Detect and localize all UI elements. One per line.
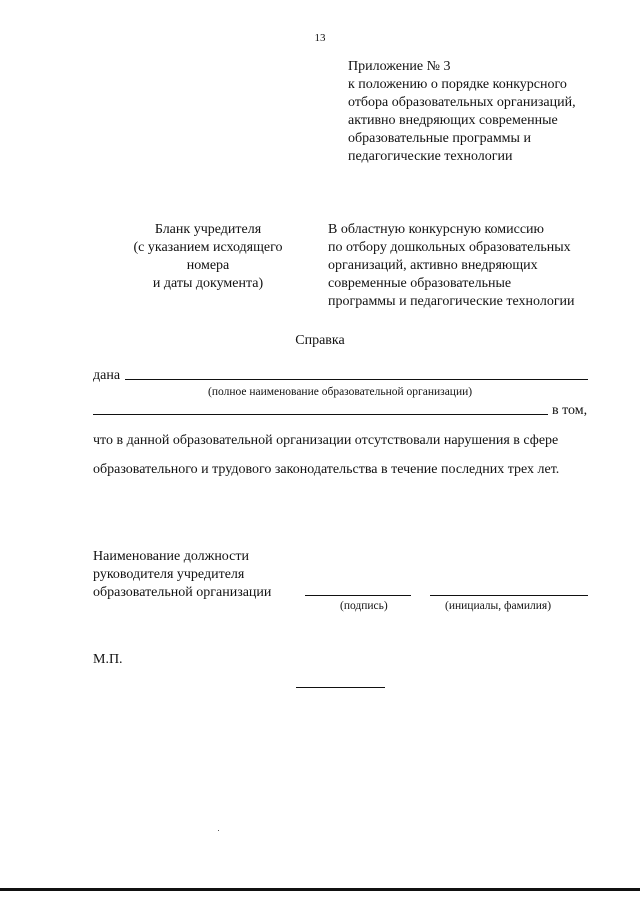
- page-bottom-border: [0, 888, 640, 891]
- name-caption: (инициалы, фамилия): [445, 600, 552, 612]
- position-label-block: [93, 548, 271, 602]
- founder-line: и даты документа): [152, 276, 264, 291]
- position-line: руководителя учредителя: [93, 567, 245, 582]
- appendix-line: к положению о порядке конкурсного: [348, 77, 567, 92]
- name-blank-line: [430, 595, 588, 596]
- founder-line: Бланк учредителя: [154, 222, 262, 237]
- body-text-line: что в данной образовательной организации отсутствовали нарушения в сфере: [93, 433, 559, 448]
- appendix-line: отбора образовательных организаций,: [348, 95, 576, 110]
- body-text-line: образовательного и трудового законодательства в течение последних трех лет.: [93, 462, 560, 477]
- addressee-line: программы и педагогические технологии: [328, 294, 575, 309]
- founder-letterhead-block: [108, 221, 308, 293]
- org-name-blank-line: [125, 379, 588, 380]
- position-line: образовательной организации: [93, 585, 272, 600]
- position-line: Наименование должности: [93, 549, 249, 564]
- appendix-header: [348, 58, 618, 166]
- in-that-label: в том,: [552, 403, 588, 418]
- closing-divider: [296, 687, 385, 688]
- addressee-line: организаций, активно внедряющих: [328, 258, 538, 273]
- appendix-line: активно внедряющих современные: [348, 113, 558, 128]
- org-name-continuation-line: [93, 414, 548, 415]
- issued-to-label: дана: [93, 368, 121, 383]
- appendix-line: образовательные программы и: [348, 131, 531, 146]
- appendix-line: педагогические технологии: [348, 149, 513, 164]
- page-number: 13: [314, 32, 326, 44]
- addressee-line: В областную конкурсную комиссию: [328, 222, 545, 237]
- document-title: Справка: [295, 333, 345, 348]
- seal-label: М.П.: [93, 652, 123, 667]
- appendix-line: Приложение № 3: [348, 59, 451, 74]
- founder-line: номера: [186, 258, 230, 273]
- addressee-line: по отбору дошкольных образовательных: [328, 240, 571, 255]
- org-name-caption: (полное наименование образовательной организации): [208, 386, 473, 398]
- founder-line: (с указанием исходящего: [133, 240, 283, 255]
- addressee-block: [328, 221, 618, 311]
- scan-speck: [218, 830, 219, 831]
- signature-caption: (подпись): [340, 600, 388, 612]
- signature-blank-line: [305, 595, 411, 596]
- addressee-line: современные образовательные: [328, 276, 512, 291]
